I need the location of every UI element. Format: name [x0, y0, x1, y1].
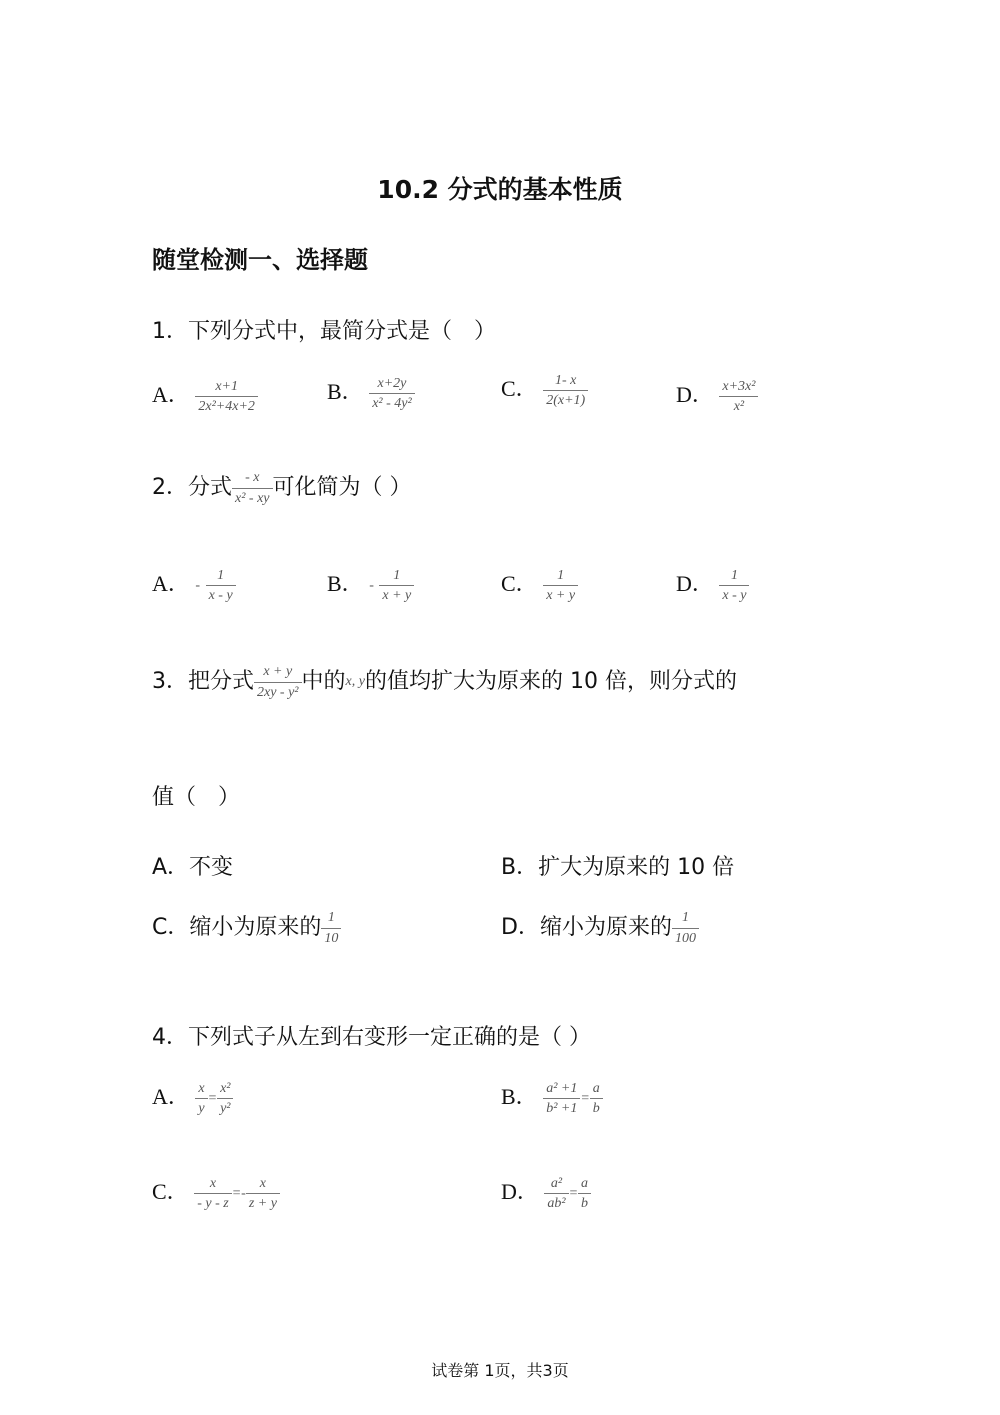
- q2-option-d[interactable]: [676, 567, 749, 604]
- q2-option-b[interactable]: [327, 567, 414, 604]
- q3-option-d[interactable]: D．缩小为原来的 $\frac{1}{100}$: [501, 910, 699, 946]
- q4-option-c[interactable]: [152, 1175, 280, 1212]
- q2-option-c[interactable]: [501, 567, 578, 604]
- option-label: D．: [676, 382, 714, 407]
- fraction: $\frac{1}{x + y}$: [543, 568, 578, 604]
- q1-option-c[interactable]: [501, 372, 588, 409]
- page-title: 10.2 分式的基本性质: [377, 175, 623, 204]
- equals-sign: =: [207, 1090, 218, 1106]
- q3-option-a[interactable]: A．不变: [152, 855, 234, 880]
- q4-option-b[interactable]: [501, 1080, 603, 1117]
- question-2-stem: 2．分式 $\frac{- x}{\text{x² - xy}}$ 可化简为（ ）: [152, 470, 412, 506]
- sign: -: [195, 577, 201, 593]
- question-3-stem-line2: 值（ ）: [152, 785, 241, 810]
- fraction: $\frac{1}{x - y}$: [206, 568, 236, 604]
- fraction: $\frac{\text{a² +1}}{\text{b² +1}}$: [543, 1081, 580, 1117]
- option-label: C．: [501, 376, 538, 401]
- page-footer: 试卷第 1页，共3页: [431, 1361, 569, 1380]
- variables: x, y: [345, 674, 365, 689]
- question-4-stem: 4．下列式子从左到右变形一定正确的是（ ）: [152, 1025, 591, 1050]
- q2-option-a[interactable]: [152, 567, 236, 604]
- equals-sign: =: [568, 1185, 579, 1201]
- option-label: A．: [152, 1084, 190, 1109]
- fraction: $\frac{x+2y}{\text{x² - 4y²}}$: [369, 376, 414, 412]
- option-label: B．: [501, 1084, 538, 1109]
- sign: -: [369, 577, 374, 593]
- equals-sign: =: [231, 1185, 242, 1201]
- fraction: $\frac{\text{x²}}{\text{y²}}$: [217, 1081, 233, 1117]
- option-label: D．: [676, 571, 714, 596]
- fraction: $\frac{- x}{\text{x² - xy}}$: [232, 470, 273, 506]
- section-heading: 随堂检测一、选择题: [152, 246, 368, 274]
- fraction: $\frac{\text{a²}}{\text{ab²}}$: [544, 1176, 568, 1212]
- option-label: B．: [327, 379, 364, 404]
- fraction: $\frac{x}{- y - z}$: [194, 1176, 232, 1212]
- q1-option-d[interactable]: [676, 378, 758, 415]
- fraction: $\frac{x+1}{\text{2x²+4x+2}}$: [195, 379, 258, 415]
- option-label: C．: [501, 571, 538, 596]
- fraction: $\frac{1- x}{2(x+1)}$: [543, 373, 588, 409]
- fraction: $\frac{1}{10}$: [321, 910, 341, 946]
- fraction: $\frac{\text{x+3x²}}{\text{x²}}$: [719, 379, 758, 415]
- question-1-stem: 1．下列分式中，最简分式是（ ）: [152, 319, 496, 344]
- q3-option-c[interactable]: C．缩小为原来的 $\frac{1}{10}$: [152, 910, 341, 946]
- fraction: $\frac{1}{x + y}$: [379, 568, 414, 604]
- equals-sign: =: [580, 1090, 590, 1106]
- fraction: $\frac{1}{x - y}$: [719, 568, 749, 604]
- question-3-stem: 3．把分式 $\frac{x + y}{\text{2xy - y²}}$ 中的x, y的值均扩大为原来的 10 倍，则分式的: [152, 664, 737, 700]
- fraction: $\frac{x + y}{\text{2xy - y²}}$: [254, 664, 302, 700]
- fraction: $\frac{x}{y}$: [195, 1081, 207, 1117]
- sign: -: [241, 1185, 246, 1201]
- fraction: $\frac{x}{z + y}$: [246, 1176, 280, 1212]
- fraction: $\frac{a}{b}$: [590, 1081, 603, 1117]
- q1-option-b[interactable]: [327, 375, 415, 412]
- q1-option-a[interactable]: [152, 378, 258, 415]
- fraction: $\frac{1}{100}$: [672, 910, 699, 946]
- fraction: $\frac{a}{b}$: [578, 1176, 591, 1212]
- option-label: A．: [152, 571, 190, 596]
- q3-option-b[interactable]: B．扩大为原来的 10 倍: [501, 855, 735, 880]
- option-label: D．: [501, 1179, 539, 1204]
- option-label: C．: [152, 1179, 189, 1204]
- option-label: A．: [152, 382, 190, 407]
- q4-option-d[interactable]: [501, 1175, 591, 1212]
- option-label: B．: [327, 571, 364, 596]
- q4-option-a[interactable]: [152, 1080, 233, 1117]
